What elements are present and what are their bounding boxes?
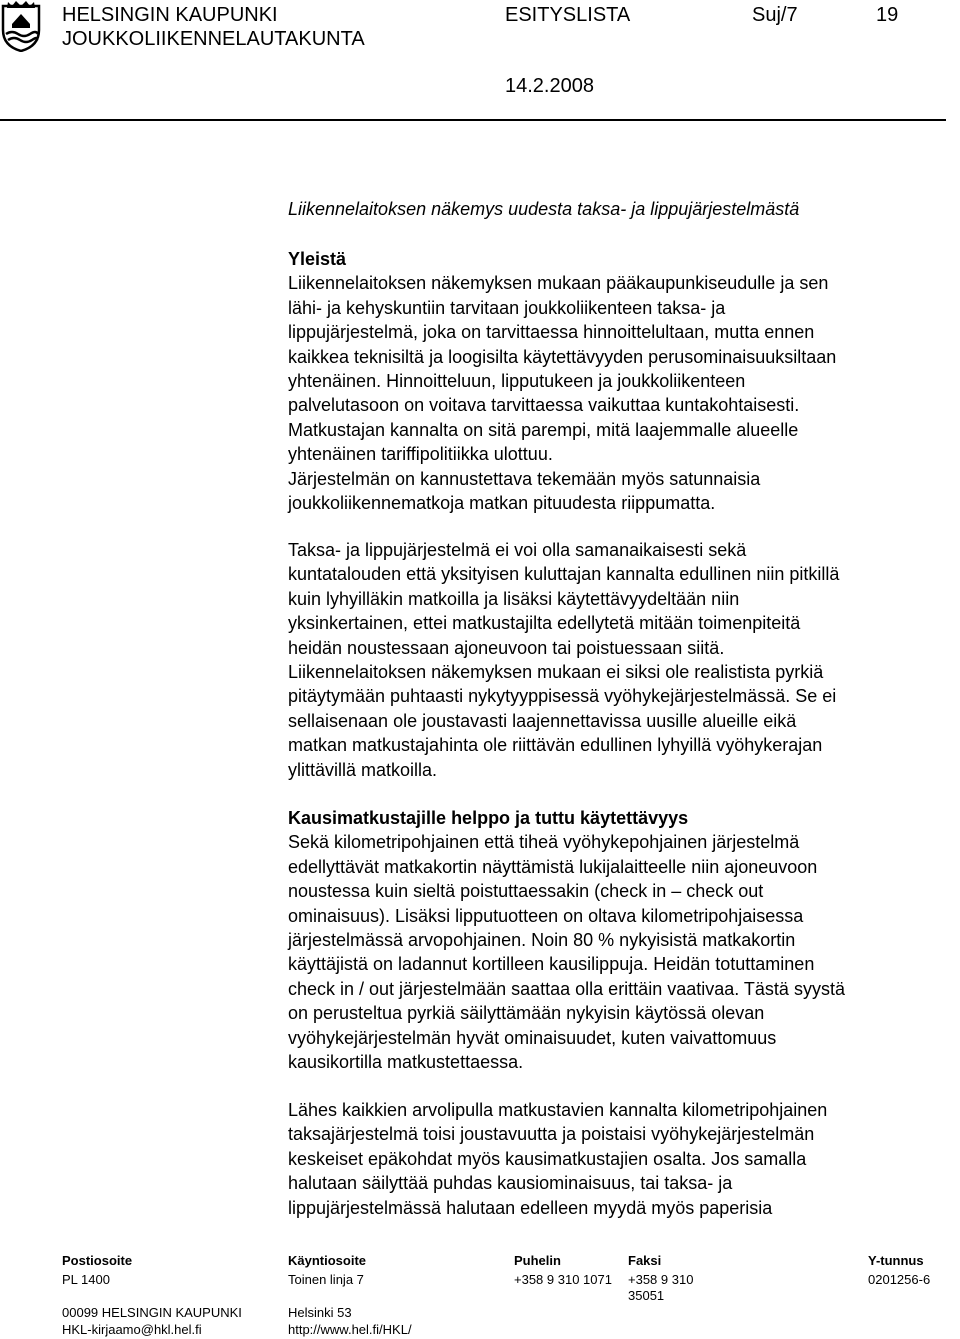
section-general — [288, 247, 948, 515]
text-line: yksinkertainen, ettei matkustajilta edellytetä mitään toimenpiteitä — [288, 613, 801, 634]
paragraph-taksa — [288, 538, 948, 782]
text-line: järjestelmässä arvopohjainen. Noin 80 % nykyisistä matkakortin — [288, 930, 796, 951]
text-line: ylittävillä matkoilla. — [288, 759, 438, 780]
footer-postal-box: PL 1400 — [62, 1272, 110, 1287]
text-line: pitäytymään puhtaasti nykytyyppisessä vyöhykejärjestelmässä. Se ei — [288, 686, 837, 707]
helsinki-coat-of-arms-logo — [0, 0, 42, 52]
text-line: Sekä kilometripohjainen että tiheä vyöhykepohjainen järjestelmä — [288, 832, 800, 853]
text-line: ominaisuus). Lisäksi lipputuotteen on oltava kilometripohjaisessa — [288, 905, 804, 926]
footer-ytunnus: 0201256-6 — [868, 1272, 931, 1287]
document-type: ESITYSLISTA — [505, 4, 631, 26]
footer-phone-label: Puhelin — [514, 1253, 561, 1268]
footer-email: HKL-kirjaamo@hkl.hel.fi — [62, 1322, 202, 1337]
text-line: joukkoliikennematkoja matkan pituudesta riippumatta. — [288, 493, 716, 514]
footer-visit-street: Toinen linja 7 — [288, 1272, 364, 1287]
text-line: heidän noustessaan ajoneuvoon tai poistuessaan siitä. — [288, 637, 725, 658]
text-line: Lähes kaikkien arvolipulla matkustavien kannalta kilometripohjainen — [288, 1100, 828, 1120]
document-title-block — [288, 197, 948, 221]
section-heading: Kausimatkustajille helppo ja tuttu käytettävyys — [288, 808, 689, 828]
text-line: matkan matkustajahinta ole riittävän edullinen lyhyillä vyöhykerajan — [288, 735, 823, 756]
text-line: kaikkea teknisiltä ja loogisilta käytettävyyden perusominaisuuksiltaan — [288, 346, 837, 367]
footer-fax-label: Faksi — [628, 1253, 662, 1268]
text-line: kuntatalouden että yksityisen kuluttajan kannalta edullinen niin pitkillä — [288, 564, 840, 585]
agenda-reference: Suj/7 — [752, 4, 798, 26]
text-line: lippujärjestelmässä halutaan edelleen myydä myös paperisia — [288, 1197, 773, 1218]
text-line: Liikennelaitoksen näkemyksen mukaan pääkaupunkiseudulle ja sen — [288, 273, 829, 294]
text-line: yhtenäinen tariffipolitiikka ulottuu. — [288, 444, 553, 465]
footer-website: http://www.hel.fi/HKL/ — [288, 1322, 412, 1337]
footer-fax-line2: 35051 — [628, 1288, 665, 1303]
footer-visit-label: Käyntiosoite — [288, 1253, 367, 1268]
text-line: käyttäjistä on ladannut kortilleen kausilippuja. Heidän totuttaminen — [288, 954, 815, 975]
text-line: halutaan säilyttää puhdas kausiominaisuus, tai taksa- ja — [288, 1173, 733, 1194]
text-line: taksajärjestelmä toisi joustavuutta ja poistaisi vyöhykejärjestelmän — [288, 1124, 815, 1145]
text-line: vyöhykejärjestelmän hyvät ominaisuudet, kuten vaivattomuus — [288, 1027, 777, 1048]
footer-fax-line1: +358 9 310 — [628, 1272, 694, 1287]
text-line: yhtenäinen. Hinnoitteluun, lipputukeen ja joukkoliikenteen — [288, 371, 746, 392]
page-number: 19 — [876, 4, 899, 26]
document-title: Liikennelaitoksen näkemys uudesta taksa- ja lippujärjestelmästä — [288, 199, 800, 219]
text-line: noustessa kuin sieltä poistuttaessakin (check in – check out — [288, 881, 764, 902]
section-season-users — [288, 806, 948, 1074]
header-divider — [0, 119, 946, 121]
text-line: check in / out järjestelmään saattaa olla erittäin vaativaa. Tästä syystä — [288, 978, 845, 999]
committee-name: JOUKKOLIIKENNELAUTAKUNTA — [62, 28, 365, 50]
document-date: 14.2.2008 — [505, 75, 594, 97]
text-line: lähi- ja kehyskuntiin tarvitaan joukkoliikenteen taksa- ja — [288, 297, 726, 318]
text-line: edellyttävät matkakortin näyttämistä lukijalaitteelle niin ajoneuvoon — [288, 856, 818, 877]
footer-visit-city: Helsinki 53 — [288, 1305, 352, 1320]
org-name: HELSINGIN KAUPUNKI — [62, 4, 278, 26]
footer-postal-city: 00099 HELSINGIN KAUPUNKI — [62, 1305, 242, 1320]
section-heading: Yleistä — [288, 249, 347, 269]
text-line: sellaisenaan ole joustavasti laajennettavissa uusille alueille eikä — [288, 710, 797, 731]
text-line: Matkustajan kannalta on sitä parempi, mitä laajemmalle alueelle — [288, 419, 799, 440]
footer-ytunnus-label: Y-tunnus — [868, 1253, 924, 1268]
text-line: Järjestelmän on kannustettava tekemään myös satunnaisia — [288, 468, 761, 489]
text-line: palvelutasoon on voitava tarvittaessa vaikuttaa kuntakohtaisesti. — [288, 395, 800, 416]
footer-postal-label: Postiosoite — [62, 1253, 133, 1268]
text-line: kausikortilla matkustettaessa. — [288, 1052, 524, 1073]
text-line: on perusteltua pyrkiä säilyttämään nykyisin käytössä olevan — [288, 1003, 765, 1024]
paragraph-value-tickets — [288, 1098, 948, 1220]
text-line: keskeiset epäkohdat myös kausimatkustajien osalta. Jos samalla — [288, 1148, 807, 1169]
text-line: lippujärjestelmä, joka on tarvittaessa hinnoittelultaan, mutta ennen — [288, 322, 815, 343]
text-line: Liikennelaitoksen näkemyksen mukaan ei siksi ole realistista pyrkiä — [288, 662, 824, 683]
footer-phone: +358 9 310 1071 — [514, 1272, 612, 1287]
text-line: Taksa- ja lippujärjestelmä ei voi olla samanaikaisesti sekä — [288, 540, 747, 560]
text-line: kuin lyhyilläkin matkoilla ja lisäksi käytettävyydeltään niin — [288, 588, 740, 609]
